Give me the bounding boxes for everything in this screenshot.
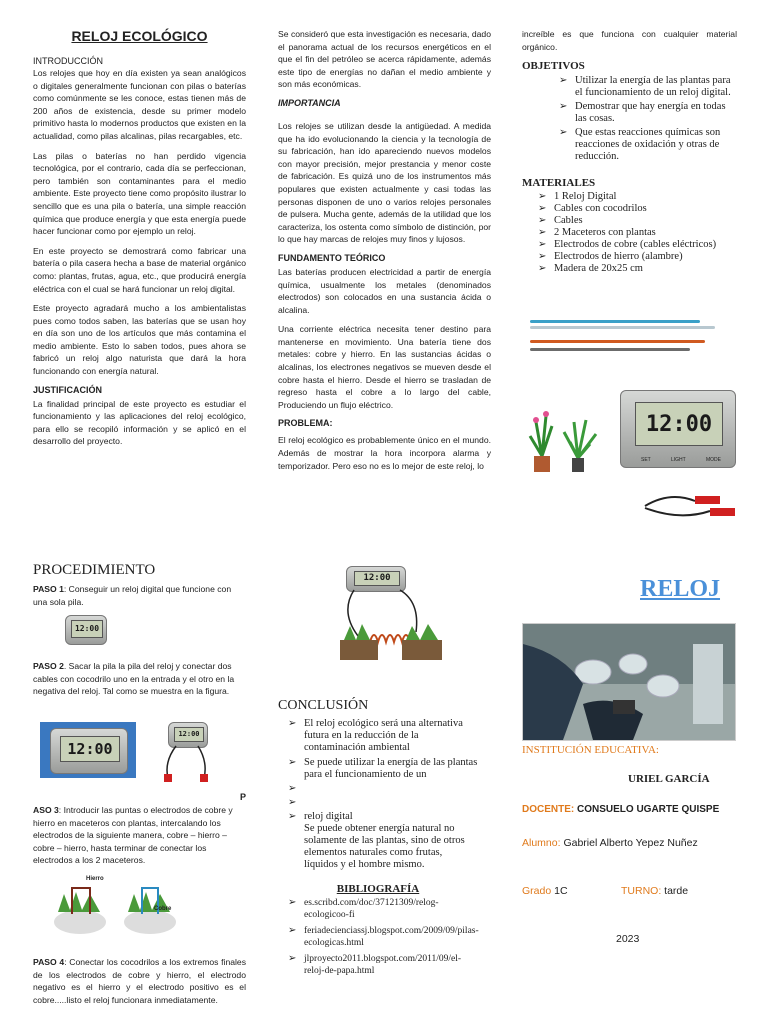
cobre-label: Cobre xyxy=(154,906,172,912)
procedimiento-heading: PROCEDIMIENTO xyxy=(33,562,156,578)
fundamento-paragraph-1: Las baterías producen electricidad a partir de energía química, usualmente los metales (denominados electrodos) son colocados en una sustancia ácida o alcalina. xyxy=(278,266,491,315)
crocodile-clips-image xyxy=(640,486,740,526)
problema-heading: PROBLEMA: xyxy=(278,418,333,429)
conclusion-heading: CONCLUSIÓN xyxy=(278,698,369,713)
clock-display: 12:00 xyxy=(635,402,724,446)
col3-paragraph-intro: increíble es que funciona con cualquier material orgánico. xyxy=(522,29,737,52)
pots-electrodes-image xyxy=(50,874,180,938)
paso-2-text xyxy=(33,660,246,698)
institucion-name: URIEL GARCÍA xyxy=(628,773,710,785)
clock-button-label: LIGHT xyxy=(671,457,686,463)
clock-photo-image xyxy=(40,722,136,778)
digital-clock-image xyxy=(620,390,736,468)
circuit-image xyxy=(330,562,460,670)
paso-text: : Introducir las puntas o electrodos de cobre y hierro en maceteros con plantas, intercalando los electrodos de la siguiente manera, cobre – hierro – cobre – hierro, hasta terminar de conectar los electrodos a los 2 maceteros. xyxy=(33,805,233,866)
materiales-heading: MATERIALES xyxy=(522,177,596,190)
grado-label: Grado xyxy=(522,885,552,897)
importancia-heading: IMPORTANCIA xyxy=(278,97,341,108)
cables-image xyxy=(530,312,730,362)
paso-4-text xyxy=(33,956,246,1006)
small-clock-image xyxy=(65,615,107,645)
conclusion-extra: Se puede obtener energía natural no solamente de las plantas, sino de otros elementos naturales como frutas, líquidos y el hombre mismo. xyxy=(304,823,465,870)
bibliography-item: ➢ jlproyecto2011.blogspot.com/2011/09/el-reloj-de-papa.html xyxy=(286,953,478,977)
bibliografia-list xyxy=(286,897,478,977)
cover-title: RELOJ xyxy=(640,576,721,602)
list-item: ➢ Se puede utilizar la energía de las plantas para el funcionamiento de un xyxy=(286,757,478,781)
list-item: ➢ Madera de 20x25 cm xyxy=(536,263,737,275)
col2-paragraph-intro: Se consideró que esta investigación es necesaria, dado el panorama actual de los recursos energéticos en el que el fin del petróleo se acerca rápidamente, además este tipo de energías no dañan el medio ambiente y son más económicas. xyxy=(278,29,491,90)
list-item: ➢ Demostrar que hay energía en todas las cosas. xyxy=(557,101,737,125)
paso-label: PASO 4 xyxy=(33,957,65,967)
list-item: ➢ Electrodos de hierro (alambre) xyxy=(536,251,737,263)
docente-line xyxy=(522,804,719,815)
justificacion-paragraph: La finalidad principal de este proyecto es estudiar el funcionamiento y las aplicaciones del reloj ecológico, para ello se recopiló información y se aplicó en el desarrollo del proyecto. xyxy=(33,398,246,447)
bibliography-item: ➢ es.scribd.com/doc/37121309/relog-ecologicoo-fi xyxy=(286,897,478,921)
conclusion-section xyxy=(278,698,478,979)
column-1 xyxy=(33,28,246,455)
paso-1-text xyxy=(33,583,246,608)
materiales-list xyxy=(536,191,737,275)
list-item: ➢ 1 Reloj Digital xyxy=(536,191,737,203)
grado-value: 1C xyxy=(554,885,568,897)
objetivos-heading: OBJETIVOS xyxy=(522,60,585,73)
turno-line xyxy=(621,885,688,897)
list-item: ➢ Cables con cocodrilos xyxy=(536,203,737,215)
institucion-label: INSTITUCIÓN EDUCATIVA: xyxy=(522,744,659,756)
paso-1 xyxy=(33,583,246,615)
paso-text: . Sacar la pila la pila del reloj y conectar dos cables con cocodrilo uno en la entrada y el otro en la negativa del reloj. Tal como se muestra en la figura. xyxy=(33,661,235,697)
turno-label: TURNO: xyxy=(621,885,662,897)
problema-paragraph: El reloj ecológico es probablemente único en el mundo. Además de mostrar la hora incorpora alarma y temporizador. Pero eso no es lo mejor de este reloj, lo xyxy=(278,435,491,471)
intro-paragraph-2: Las pilas o baterías no han perdido vigencia tecnológica, por el contrario, cada día se perfeccionan, pero también son contaminantes para el medio ambiente. Este proyecto tiene como propósito ilustrar lo sencillo que es una pila o batería, una simple reacción química que produce energía y que esta energía puede hacer funcionar como por ejemplo un reloj. xyxy=(33,150,246,237)
list-item: ➢ reloj digital xyxy=(286,811,478,823)
hierro-label: Hierro xyxy=(86,876,104,882)
paso-3-text xyxy=(33,804,246,867)
list-item: ➢ Utilizar la energía de las plantas para el funcionamiento de un reloj digital. xyxy=(557,75,737,99)
clock-display: 12:00 xyxy=(71,620,103,637)
list-item: ➢ Cables xyxy=(536,215,737,227)
paso-2 xyxy=(33,660,246,705)
intro-heading: INTRODUCCIÓN xyxy=(33,56,103,66)
list-item xyxy=(286,783,478,795)
alumno-line xyxy=(522,837,698,849)
fundamento-heading: FUNDAMENTO TEÓRICO xyxy=(278,252,386,263)
docente-label: DOCENTE: xyxy=(522,804,575,815)
docente-name: CONSUELO UGARTE QUISPE xyxy=(577,804,720,815)
bibliography-item: ➢ feriadecienciassj.blogspot.com/2009/09/pilas-ecologicas.html xyxy=(286,925,478,949)
clock-display: 12:00 xyxy=(60,736,120,762)
clock-button-label: MODE xyxy=(706,457,721,463)
importancia-paragraph: Los relojes se utilizan desde la antigüedad. A medida que ha ido evolucionando la ciencia y la tecnología de su fabricación, han ido apareciendo nuevos modelos con mayor precisión, mejor prestancia y menor coste de fabricación. Es quizá uno de los instrumentos más populares que existen actualmente y casi todas las personas disponen de uno o varios relojes personales de pulsera. Mucha gente, además de la utilidad que los caracteriza, los ostenta como símbolo de distinción, por lo que hay marcas de relojes muy finos y lujosos. xyxy=(278,120,491,245)
grado-line xyxy=(522,885,568,897)
list-item: ➢ 2 Maceteros con plantas xyxy=(536,227,737,239)
page-title: RELOJ ECOLÓGICO xyxy=(71,28,208,44)
paso-3-p-fragment: P xyxy=(239,792,246,802)
column-3 xyxy=(522,28,737,275)
students-photo xyxy=(522,623,736,741)
column-2 xyxy=(278,28,491,479)
justificacion-heading: JUSTIFICACIÓN xyxy=(33,384,103,395)
paso-4 xyxy=(33,956,246,1013)
objetivos-list xyxy=(557,75,737,163)
intro-paragraph-1: Los relojes que hoy en día existen ya sean analógicos o digitales generalmente funcionan con pilas o baterías como comúnmente se les conoce, estas tienen más de 200 años de existencia, desde su primer modelo primitivo hasta lo modernos productos que existen en la actualidad, como pilas alcalinas, pilas recargables, etc. xyxy=(33,68,246,141)
plants-image xyxy=(524,392,604,476)
turno-value: tarde xyxy=(664,885,689,897)
list-item: ➢ Que estas reacciones químicas son reacciones de oxidación y otras de reducción. xyxy=(557,127,737,163)
paso-3 xyxy=(33,792,246,874)
clock-with-clips-image xyxy=(158,722,216,784)
cover-year: 2023 xyxy=(616,933,640,945)
list-item xyxy=(286,797,478,809)
paso-label: PASO 2 xyxy=(33,661,64,671)
clock-display: 12:00 xyxy=(354,571,400,586)
clock-display: 12:00 xyxy=(174,727,205,742)
paso-text: : Conseguir un reloj digital que funcione con una sola pila. xyxy=(33,584,232,607)
paso-text: : Conectar los cocodrilos a los extremos finales de los electrodos de cobre y hierro, el electrodo negativo es el hierro y el electrodo positivo es el cobre.....listo el reloj funcionara inmediatamente. xyxy=(33,957,246,1005)
intro-paragraph-3: En este proyecto se demostrará como fabricar una batería o pila casera hecha a base de material orgánico como: plantas, frutas, agua, etc., que producirá energía eléctrica con el cual se hará funcionar un reloj digital. xyxy=(33,245,246,294)
alumno-name: Gabriel Alberto Yepez Nuñez xyxy=(563,837,698,849)
alumno-label: Alumno: xyxy=(522,837,561,849)
intro-paragraph-4: Este proyecto agradará mucho a los ambientalistas pues como todos saben, las baterías que se usan hoy en día son uno de los artículos que más contamina el medio ambiente. Esto lo saben todos, pues ahora se fabricó un reloj algo naturista que dará la hora funcionando con energía natural. xyxy=(33,303,246,377)
list-item: ➢ El reloj ecológico será una alternativa futura en la reducción de la contaminación ambiental xyxy=(286,718,478,754)
conclusion-list xyxy=(286,718,478,823)
fundamento-paragraph-2: Una corriente eléctrica necesita tener destino para mantenerse en movimiento. Una batería tiene dos metales: cobre y hierro. En las sustancias ácidas o alcalinas, los electrones negativos se mueven desde el cobre hasta el hierro. Desde el hierro se trasladan de regreso hasta el cobre a lo largo del cable, Produciendo un flujo eléctrico. xyxy=(278,324,491,410)
paso-label: PASO 1 xyxy=(33,584,64,594)
clock-button-label: SET xyxy=(641,457,651,463)
list-item: ➢ Electrodos de cobre (cables eléctricos) xyxy=(536,239,737,251)
paso-label: ASO 3 xyxy=(33,805,59,815)
bibliografia-heading: BIBLIOGRAFÍA xyxy=(336,883,420,895)
